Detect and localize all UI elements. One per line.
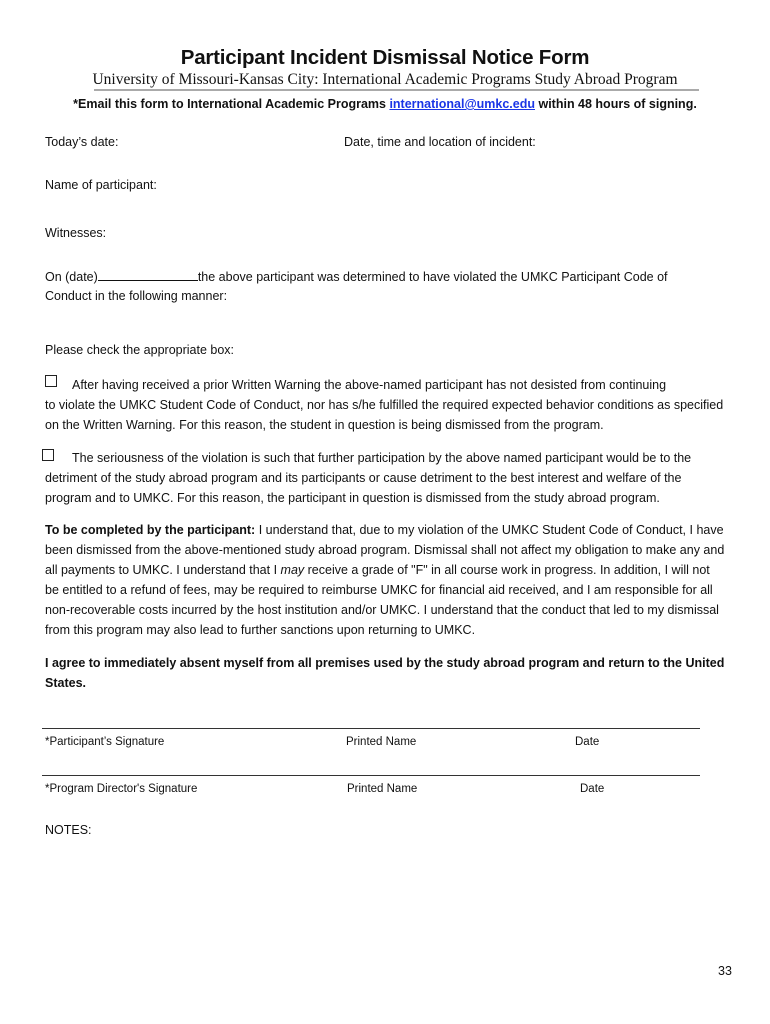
option1-text xyxy=(45,375,725,435)
participant-statement-heading: To be completed by the participant: xyxy=(45,523,256,537)
director-printed-name-label: Printed Name xyxy=(347,783,418,795)
email-instruction xyxy=(0,97,770,111)
todays-date-label: Today’s date: xyxy=(45,135,119,149)
violation-date-blank[interactable] xyxy=(98,269,198,281)
option2-text xyxy=(45,448,725,508)
participant-name-label: Name of participant: xyxy=(45,178,157,192)
notes-label: NOTES: xyxy=(45,823,92,837)
option2-rest: detriment of the study abroad program and its participants or cause detriment to the best interest and welfare of the program and to UMKC. For this reason, the participant in question is dismissed from the study abroad program. xyxy=(45,471,682,505)
participant-statement-text1: I understand that, due to my violation of the UMKC Student Code of Conduct, I have been dismissed from the above-mentioned study abroad program. Dismissal shall not affect my obligation to make any and all payments to UMKC. I understand that I xyxy=(45,523,725,577)
email-instruction-suffix: within 48 hours of signing. xyxy=(535,97,697,111)
violation-line2: Conduct in the following manner: xyxy=(45,289,228,303)
participant-statement-text2: receive a grade of "F" in all course work in progress. In addition, I will not be entitled to a refund of fees, may be required to reimburse UMKC for financial aid received, and I am responsible for all non-recoverable costs incurred by the host institution and/or UMKC. I understand that the conduct that led to my dismissal from this program may also lead to further sanctions upon returning to UMKC. xyxy=(45,563,719,637)
form-title: Participant Incident Dismissal Notice Form xyxy=(180,46,590,69)
header-divider xyxy=(94,89,699,91)
director-signature-label: *Program Director's Signature xyxy=(45,783,198,795)
director-date-label: Date xyxy=(580,783,605,795)
check-instruction: Please check the appropriate box: xyxy=(45,343,235,357)
director-signature-line[interactable] xyxy=(42,775,700,776)
violation-date-prefix: On (date) xyxy=(45,270,98,284)
email-instruction-prefix: *Email this form to International Academic Programs xyxy=(73,97,390,111)
violation-line1: the above participant was determined to have violated the UMKC Participant Code of xyxy=(197,270,668,284)
option1-line1: After having received a prior Written Warning the above-named participant has not desisted from continuing xyxy=(72,378,667,392)
participant-signature-line[interactable] xyxy=(42,728,700,729)
participant-statement xyxy=(45,520,725,640)
witnesses-label: Witnesses: xyxy=(45,226,107,240)
participant-date-label: Date xyxy=(575,736,600,748)
incident-info-label: Date, time and location of incident: xyxy=(344,135,536,149)
participant-signature-label: *Participant’s Signature xyxy=(45,736,165,748)
page-number: 33 xyxy=(718,964,732,978)
option2-line1: The seriousness of the violation is such that further participation by the above named participant would be to the xyxy=(72,451,692,465)
option1-rest: to violate the UMKC Student Code of Conduct, nor has s/he fulfilled the required expected behavior conditions as specified on the Written Warning. For this reason, the student in question is being dismissed from the program. xyxy=(45,398,724,432)
form-subtitle: University of Missouri-Kansas City: International Academic Programs Study Abroad Program xyxy=(92,71,678,88)
violation-statement xyxy=(45,268,725,306)
participant-printed-name-label: Printed Name xyxy=(346,736,417,748)
email-link[interactable]: international@umkc.edu xyxy=(389,97,535,111)
agreement-statement: I agree to immediately absent myself from all premises used by the study abroad program and return to the United States. xyxy=(45,656,725,690)
participant-statement-may: may xyxy=(280,563,305,577)
